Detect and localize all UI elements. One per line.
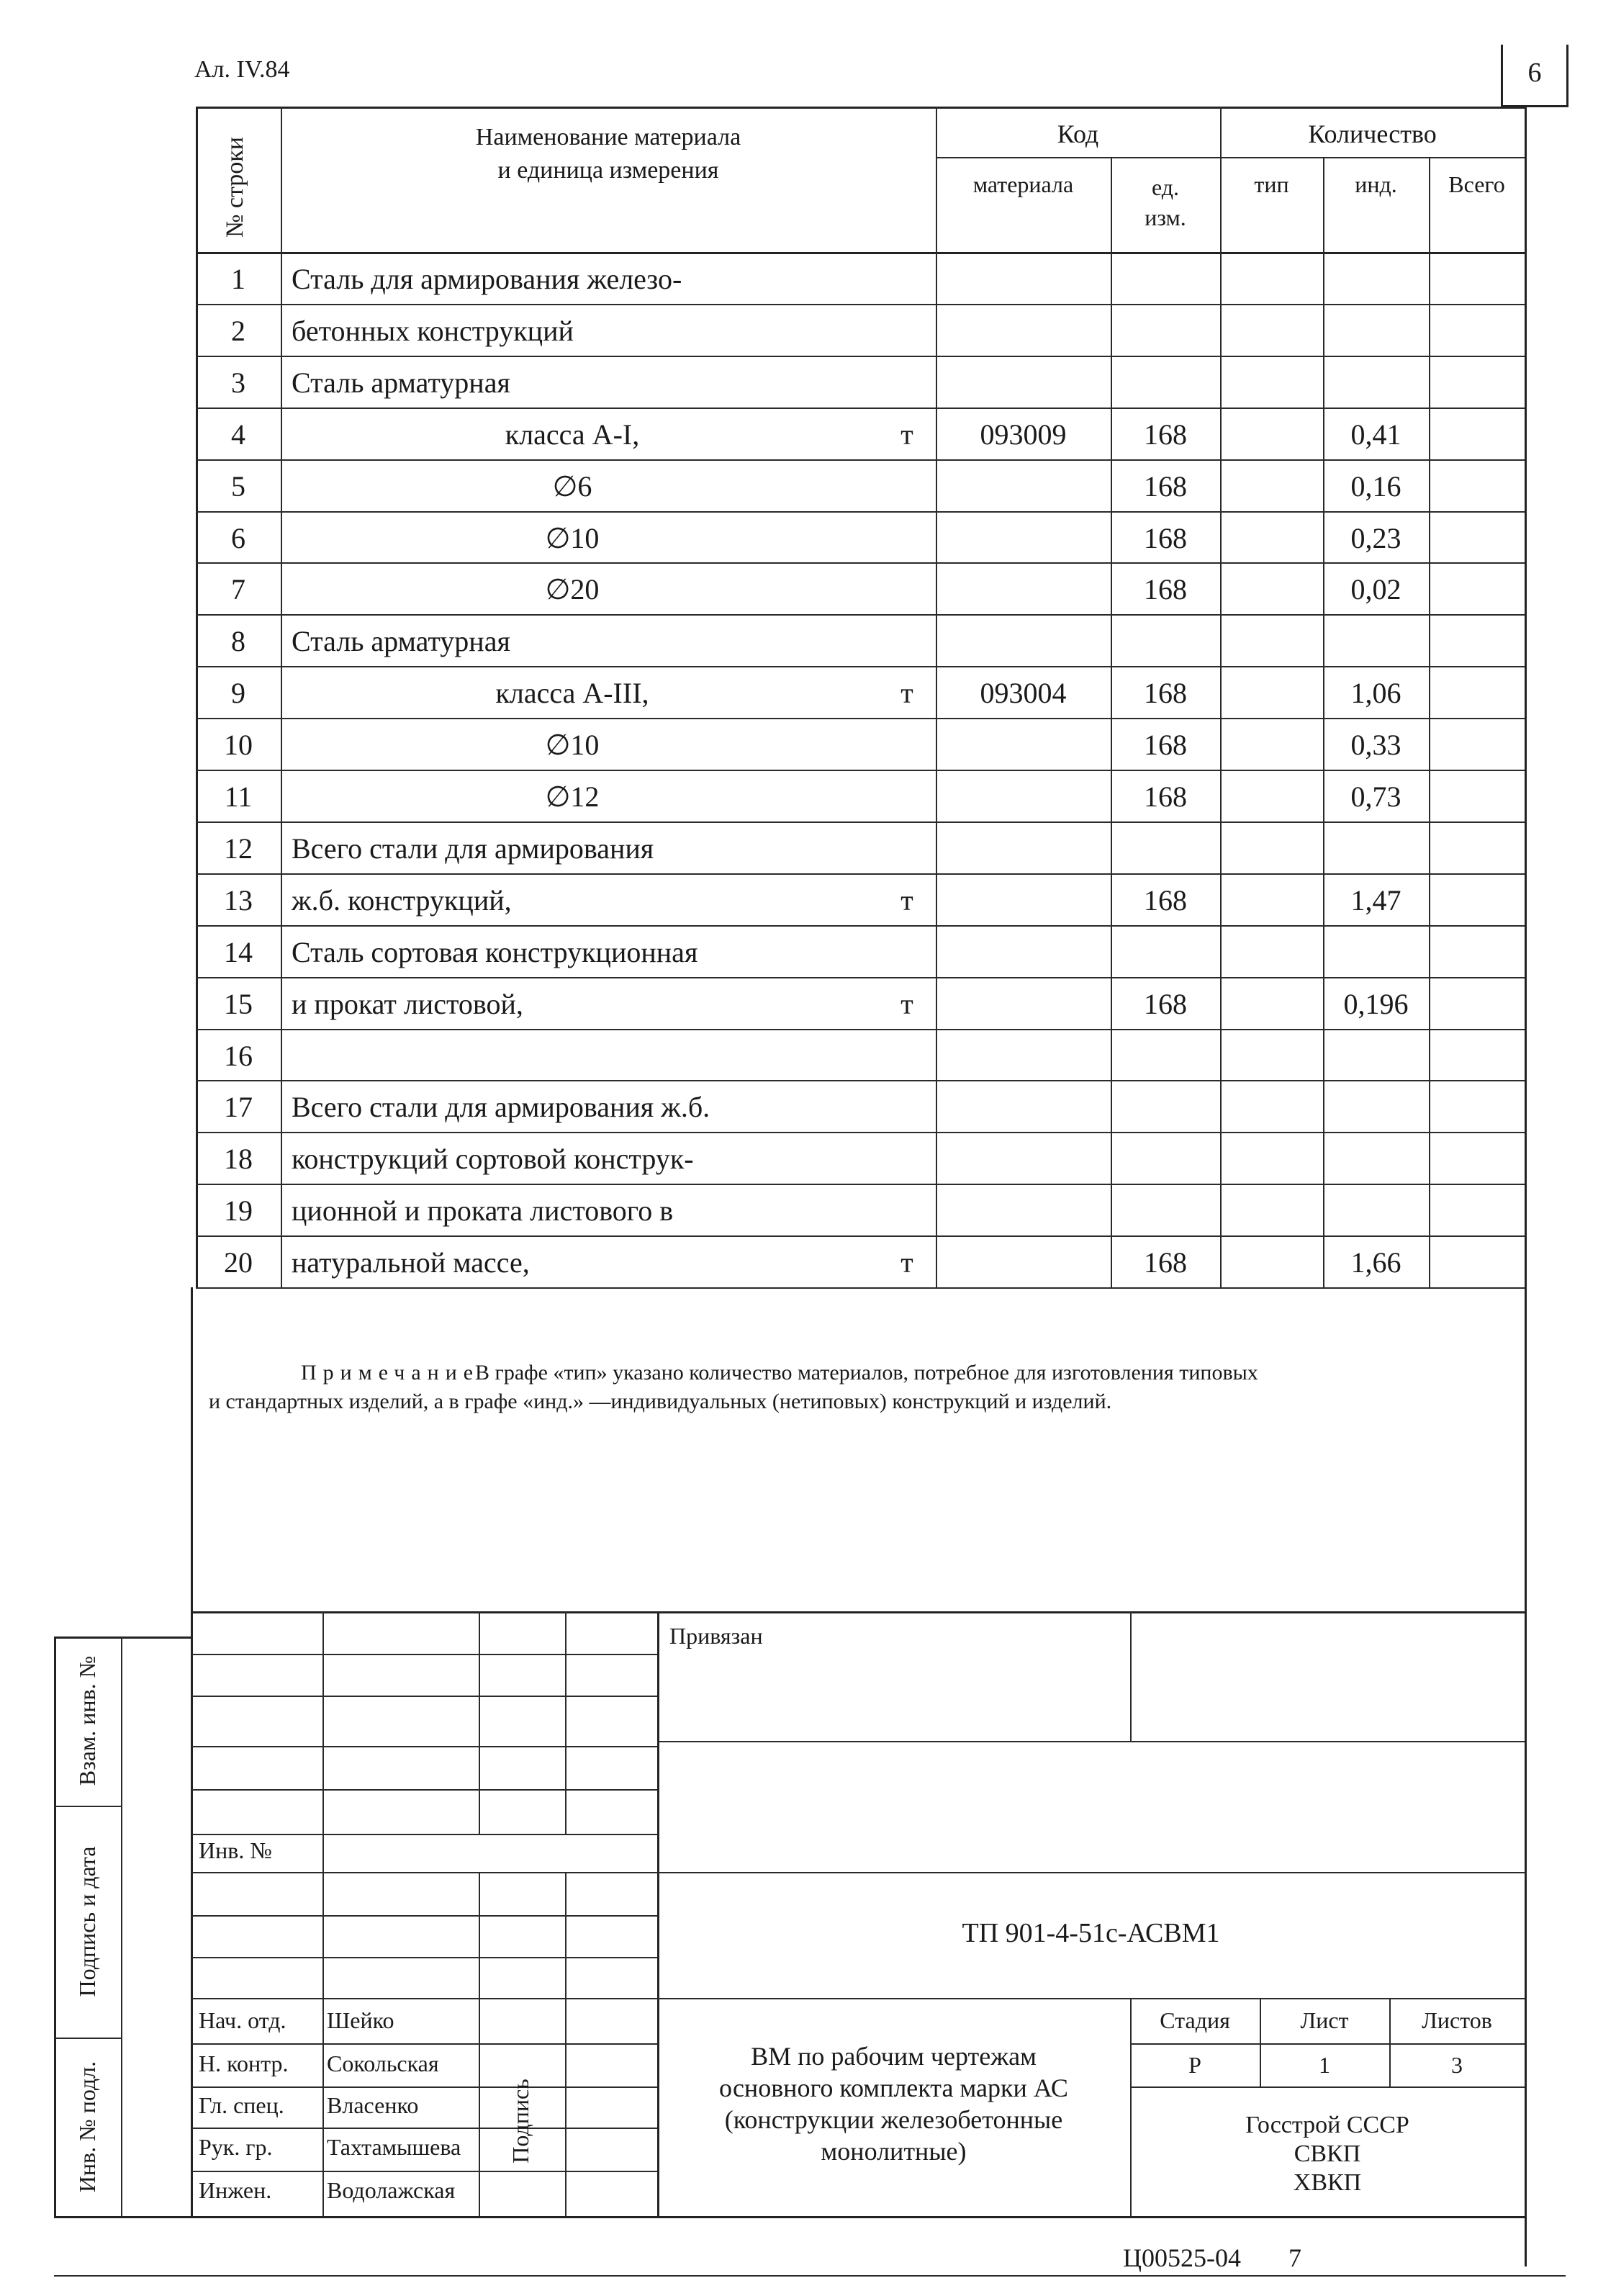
row-number: 15 (224, 988, 253, 1020)
col-line-4 (1220, 107, 1222, 1289)
material-name: Всего стали для армирования (292, 832, 654, 865)
footer-code: Ц00525-04 (1123, 2243, 1241, 2272)
code-unit: 168 (1144, 1246, 1187, 1279)
row-number: 10 (224, 729, 253, 761)
row-number: 6 (231, 522, 245, 554)
side-outer-left (54, 1637, 56, 2216)
stamp-row-line-wide (191, 1998, 1525, 1999)
header-quantity: Количество (1308, 120, 1437, 148)
podpis-column-label: Подпись (507, 2079, 533, 2164)
inv-no-label: Инв. № (199, 1837, 272, 1863)
table-row-line (196, 1080, 1525, 1081)
doc-title-line2: основного комплекта марки АС (719, 2074, 1068, 2102)
designation-top (657, 1872, 1525, 1873)
stamp-row-line (191, 1834, 657, 1835)
row-number: 1 (231, 263, 245, 295)
frame-right-border (1525, 107, 1527, 2266)
table-row-line (196, 356, 1525, 357)
code-unit: 168 (1144, 780, 1187, 813)
table-row-line (196, 614, 1525, 616)
role-label: Гл. спец. (199, 2092, 284, 2118)
header-code-unit: ед. изм. (1145, 174, 1186, 230)
material-name: ∅6 (552, 470, 592, 503)
side-inner-line (121, 1637, 122, 2216)
table-row-line (196, 511, 1525, 513)
qty-ind: 0,02 (1350, 573, 1401, 605)
sheet-value: 1 (1319, 2052, 1330, 2078)
privyazan-bottom (657, 1741, 1525, 1742)
header-qty-total: Всего (1448, 171, 1505, 197)
material-name: натуральной массе, (292, 1246, 530, 1279)
material-name: ∅10 (545, 729, 600, 761)
row-number: 18 (224, 1143, 253, 1175)
material-name: конструкций сортовой конструк- (292, 1143, 694, 1175)
material-name: класса А-III, (495, 677, 649, 709)
table-row-line (196, 459, 1525, 461)
note-label: Примечание (301, 1361, 480, 1385)
material-name: ∅12 (545, 780, 600, 813)
header-name: Наименование материала и единица измерения (475, 124, 741, 184)
side-inv-podl: Инв. № подл. (74, 2061, 100, 2193)
table-row-line (196, 873, 1525, 875)
album-reference: Ал. IV.84 (194, 56, 290, 83)
row-number: 2 (231, 315, 245, 347)
code-unit: 168 (1144, 573, 1187, 605)
role-person-name: Шейко (327, 2007, 394, 2033)
side-top (54, 1637, 191, 1639)
table-top-border (196, 107, 1526, 109)
side-vzam-inv: Взам. инв. № (74, 1655, 100, 1786)
row-number: 8 (231, 625, 245, 657)
table-row-line (196, 408, 1525, 409)
privyazan-label: Привязан (669, 1623, 763, 1649)
stamp-row-line (191, 2043, 657, 2045)
table-row-line (196, 1184, 1525, 1185)
table-row-line (196, 1029, 1525, 1030)
material-name: ж.б. конструкций, (292, 884, 512, 917)
table-row-line (196, 562, 1525, 564)
org-line2: СВКП (1294, 2140, 1361, 2167)
stamp-col-a (322, 1611, 324, 2216)
material-name: Сталь сортовая конструкционная (292, 936, 698, 968)
unit-label: т (900, 1246, 913, 1279)
col-line-6 (1429, 157, 1430, 1289)
row-number: 11 (224, 780, 253, 813)
table-row-line (196, 1235, 1525, 1237)
page-number-box (1501, 45, 1568, 107)
code-unit: 168 (1144, 729, 1187, 761)
row-number: 16 (224, 1040, 253, 1072)
col-line-5 (1323, 157, 1324, 1289)
header-row-no: № строки (222, 136, 248, 238)
table-row-line (196, 977, 1525, 978)
table-row-line (196, 304, 1525, 305)
stamp-row-line (191, 1915, 657, 1917)
material-name: класса А-I, (505, 418, 640, 451)
role-person-name: Сокольская (327, 2050, 439, 2076)
material-name: бетонных конструкций (292, 315, 574, 347)
row-number: 3 (231, 366, 245, 399)
code-unit: 168 (1144, 884, 1187, 917)
table-row-line (196, 770, 1525, 771)
stamp-col-c-top (565, 1611, 566, 1834)
code-unit: 168 (1144, 418, 1187, 451)
qty-ind: 1,06 (1350, 677, 1401, 709)
org-line1: Госстрой СССР (1245, 2112, 1409, 2138)
role-label: Инжен. (199, 2177, 272, 2203)
col-line-3 (1111, 157, 1112, 1289)
row-number: 17 (224, 1091, 253, 1123)
qty-ind: 0,33 (1350, 729, 1401, 761)
stamp-row-line (191, 1696, 657, 1697)
qty-ind: 1,66 (1350, 1246, 1401, 1279)
stage-label: Стадия (1160, 2007, 1230, 2033)
qty-ind: 0,196 (1343, 988, 1409, 1020)
unit-label: т (900, 677, 913, 709)
role-label: Нач. отд. (199, 2007, 286, 2033)
doc-title-line4: монолитные) (821, 2137, 967, 2166)
table-row-line (196, 925, 1525, 927)
row-number: 7 (231, 573, 245, 605)
header-qty-ind: инд. (1355, 171, 1397, 197)
stamp-bottom-border (54, 2216, 1525, 2218)
qty-ind: 0,16 (1350, 470, 1401, 503)
stamp-inv-divider (322, 1834, 324, 1872)
unit-label: т (900, 988, 913, 1020)
row-number: 4 (231, 418, 245, 451)
header-code-material: материала (972, 171, 1074, 197)
sheets-value: 3 (1451, 2052, 1463, 2078)
material-name: Сталь арматурная (292, 366, 510, 399)
role-label: Н. контр. (199, 2050, 289, 2076)
note-text-line1: В графе «тип» указано количество материалов, потребное для изготовления типовых (475, 1361, 1258, 1385)
material-name: и прокат листовой, (292, 988, 523, 1020)
table-row-line (196, 821, 1525, 823)
row-number: 9 (231, 677, 245, 709)
privyazan-divider (1130, 1611, 1132, 1741)
side-podpis-data: Подпись и дата (74, 1846, 100, 1997)
material-name: ∅20 (545, 573, 600, 605)
qty-ind: 1,47 (1350, 884, 1401, 917)
stage-value: Р (1188, 2052, 1201, 2078)
role-person-name: Тахтамышева (327, 2134, 461, 2160)
stamp-row-line (191, 2128, 657, 2129)
designation: ТП 901-4-51с-АСВМ1 (962, 1918, 1220, 1948)
stamp-row-line (191, 1789, 657, 1791)
code-unit: 168 (1144, 522, 1187, 554)
note-text-line2: и стандартных изделий, а в графе «инд.» —индивидуальных (нетиповых) конструкций и изделий. (209, 1390, 1112, 1413)
row-number: 13 (224, 884, 253, 917)
code-unit: 168 (1144, 470, 1187, 503)
material-name: ∅10 (545, 522, 600, 554)
frame-left-border (191, 1287, 193, 2216)
org-line3: ХВКП (1293, 2169, 1362, 2196)
table-row-line (196, 718, 1525, 719)
code-material: 093004 (980, 677, 1067, 709)
qty-ind: 0,23 (1350, 522, 1401, 554)
material-name: ционной и проката листового в (292, 1194, 674, 1227)
footer-page: 7 (1288, 2243, 1301, 2272)
material-name: Сталь для армирования железо- (292, 263, 682, 295)
header-code: Код (1057, 120, 1099, 148)
row-number: 5 (231, 470, 245, 503)
stage-values-line (1130, 2086, 1525, 2088)
qty-ind: 0,73 (1350, 780, 1401, 813)
sheets-label: Листов (1422, 2007, 1492, 2033)
stamp-row-line (191, 1654, 657, 1655)
header-subline (936, 157, 1525, 158)
role-label: Рук. гр. (199, 2134, 273, 2160)
code-unit: 168 (1144, 988, 1187, 1020)
stamp-row-line (191, 1957, 657, 1958)
material-name: Сталь арматурная (292, 625, 510, 657)
row-number: 20 (224, 1246, 253, 1279)
stamp-row-line (191, 2086, 657, 2088)
sheet-label: Лист (1300, 2007, 1349, 2033)
doc-title-line1: ВМ по рабочим чертежам (751, 2042, 1037, 2071)
stamp-row-line (191, 2171, 657, 2172)
role-person-name: Власенко (327, 2092, 419, 2118)
row-number: 14 (224, 936, 253, 968)
role-person-name: Водолажская (327, 2177, 456, 2203)
footer-rule (54, 2275, 1566, 2277)
table-row-line (196, 1132, 1525, 1133)
stamp-top-border (191, 1611, 1525, 1613)
row-number: 19 (224, 1194, 253, 1227)
qty-ind: 0,41 (1350, 418, 1401, 451)
stamp-row-line (191, 1746, 657, 1747)
code-unit: 168 (1144, 677, 1187, 709)
code-material: 093009 (980, 418, 1067, 451)
stage-header-line (1130, 2043, 1525, 2045)
table-row-line (196, 1287, 1525, 1289)
stamp-row-line (191, 1872, 657, 1873)
header-bottom-border (196, 252, 1526, 254)
row-number: 12 (224, 832, 253, 865)
doc-title-line3: (конструкции железобетонные (724, 2105, 1063, 2134)
material-name: Всего стали для армирования ж.б. (292, 1091, 710, 1123)
header-qty-type: тип (1254, 171, 1289, 197)
page-number: 6 (1527, 58, 1542, 88)
table-row-line (196, 666, 1525, 667)
unit-label: т (900, 884, 913, 917)
stamp-col-b-top (479, 1611, 480, 1834)
unit-label: т (900, 418, 913, 451)
